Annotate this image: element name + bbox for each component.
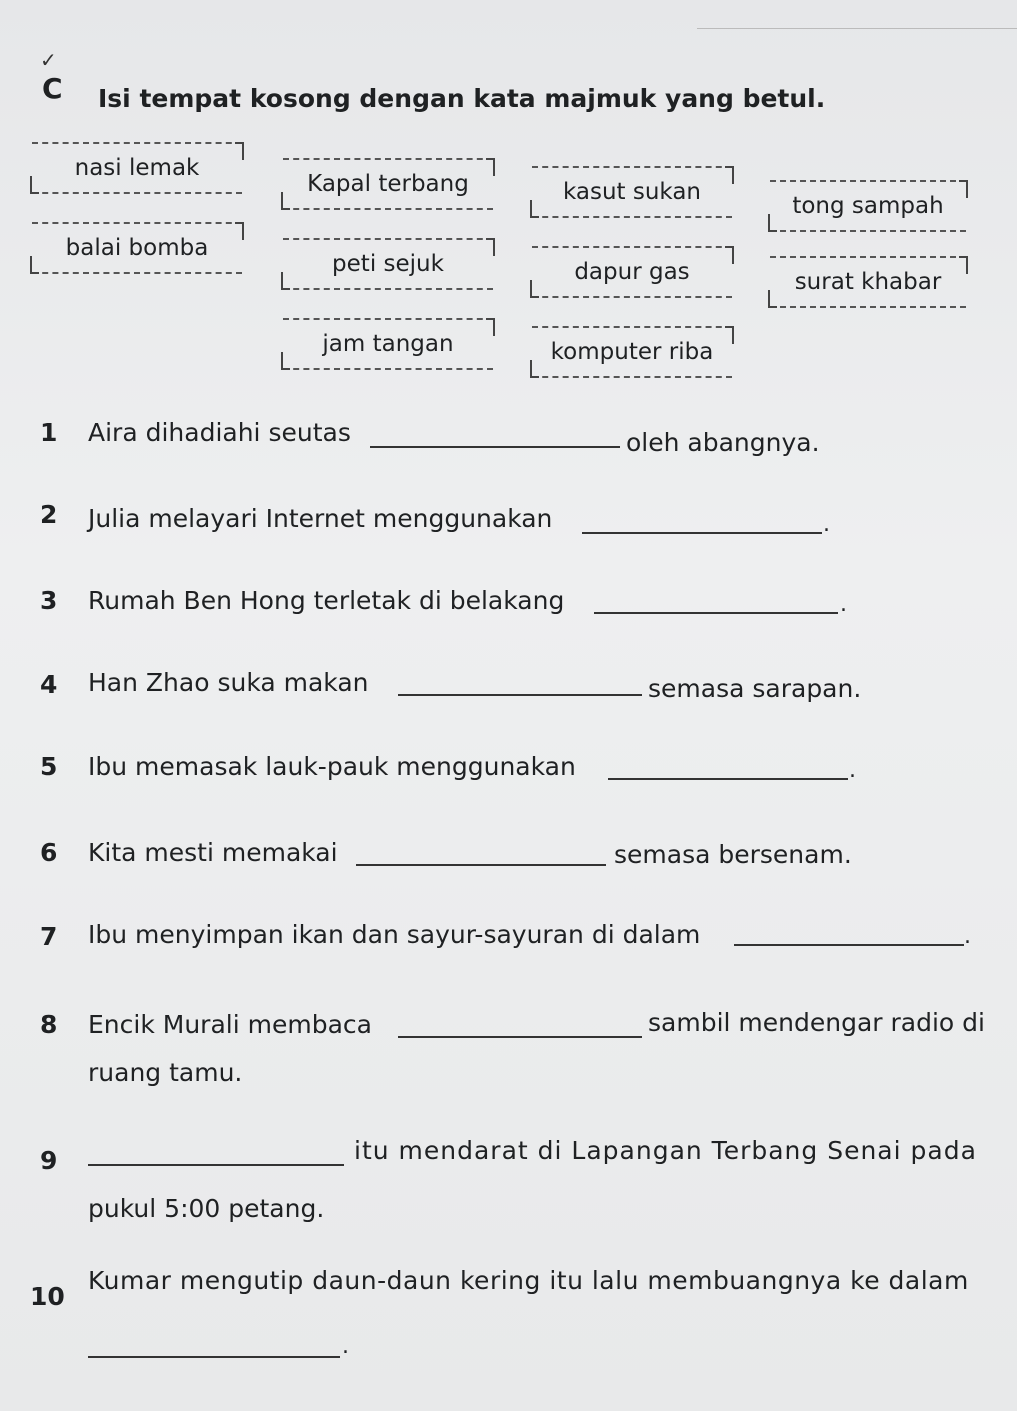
word-box-kasut-sukan xyxy=(532,166,732,218)
answer-blank-5[interactable] xyxy=(608,778,848,780)
question-number: 5 xyxy=(40,752,58,781)
question-6-text-after: semasa bersenam. xyxy=(614,840,852,869)
question-8-continuation: ruang tamu. xyxy=(88,1058,243,1087)
question-number: 4 xyxy=(40,670,58,699)
question-number: 1 xyxy=(40,418,58,447)
question-8-text-after: sambil mendengar radio di xyxy=(648,1008,985,1037)
question-number: 7 xyxy=(40,922,58,951)
word-box-balai-bomba xyxy=(32,222,242,274)
question-3-text-before: Rumah Ben Hong terletak di belakang xyxy=(88,586,565,615)
word-label: Kapal terbang xyxy=(307,171,469,197)
answer-blank-3[interactable] xyxy=(594,612,838,614)
word-label: kasut sukan xyxy=(562,179,702,205)
section-letter: C xyxy=(42,72,63,105)
question-3-text-after: . xyxy=(840,592,847,617)
question-number: 9 xyxy=(40,1146,58,1175)
answer-blank-10[interactable] xyxy=(88,1356,340,1358)
question-5-text-after: . xyxy=(849,758,856,783)
question-4-text-after: semasa sarapan. xyxy=(648,674,862,703)
question-2-text-before: Julia melayari Internet menggunakan xyxy=(88,504,553,533)
word-box-jam-tangan xyxy=(283,318,493,370)
question-7-text-before: Ibu menyimpan ikan dan sayur-sayuran di dalam xyxy=(88,920,701,949)
question-1-text-after: oleh abangnya. xyxy=(626,428,820,457)
word-box-komputer-riba xyxy=(532,326,732,378)
question-8-text-before: Encik Murali membaca xyxy=(88,1010,372,1039)
instruction-text: Isi tempat kosong dengan kata majmuk yang betul. xyxy=(98,84,826,113)
question-number: 8 xyxy=(40,1010,58,1039)
answer-blank-2[interactable] xyxy=(582,532,822,534)
word-box-nasi-lemak xyxy=(32,142,242,194)
question-4-text-before: Han Zhao suka makan xyxy=(88,668,369,697)
word-label: balai bomba xyxy=(65,235,209,261)
question-number: 10 xyxy=(30,1282,65,1311)
word-label: tong sampah xyxy=(792,193,944,219)
question-9-text-after: itu mendarat di Lapangan Terbang Senai pada xyxy=(354,1136,977,1165)
question-10-text-before: Kumar mengutip daun-daun kering itu lalu membuangnya ke dalam xyxy=(88,1266,969,1295)
word-label: peti sejuk xyxy=(332,251,444,277)
word-label: jam tangan xyxy=(322,331,454,357)
word-box-kapal-terbang xyxy=(283,158,493,210)
word-box-peti-sejuk xyxy=(283,238,493,290)
word-box-surat-khabar xyxy=(770,256,966,308)
answer-blank-1[interactable] xyxy=(370,446,620,448)
word-label: nasi lemak xyxy=(74,155,200,181)
question-6-text-before: Kita mesti memakai xyxy=(88,838,338,867)
answer-blank-9[interactable] xyxy=(88,1164,344,1166)
page-edge-line xyxy=(697,28,1017,29)
word-label: surat khabar xyxy=(794,269,942,295)
question-7-text-after: . xyxy=(964,924,971,949)
check-mark-icon: ✓ xyxy=(40,48,57,72)
question-2-text-after: . xyxy=(823,512,830,537)
answer-blank-8[interactable] xyxy=(398,1036,642,1038)
word-label: komputer riba xyxy=(550,339,714,365)
word-box-dapur-gas xyxy=(532,246,732,298)
answer-blank-4[interactable] xyxy=(398,694,642,696)
answer-blank-7[interactable] xyxy=(734,944,964,946)
question-5-text-before: Ibu memasak lauk-pauk menggunakan xyxy=(88,752,576,781)
question-10-text-after: . xyxy=(342,1334,349,1359)
question-number: 2 xyxy=(40,500,58,529)
answer-blank-6[interactable] xyxy=(356,864,606,866)
question-number: 3 xyxy=(40,586,58,615)
question-number: 6 xyxy=(40,838,58,867)
word-label: dapur gas xyxy=(574,259,690,285)
question-1-text-before: Aira dihadiahi seutas xyxy=(88,418,351,447)
question-9-continuation: pukul 5:00 petang. xyxy=(88,1194,325,1223)
word-box-tong-sampah xyxy=(770,180,966,232)
